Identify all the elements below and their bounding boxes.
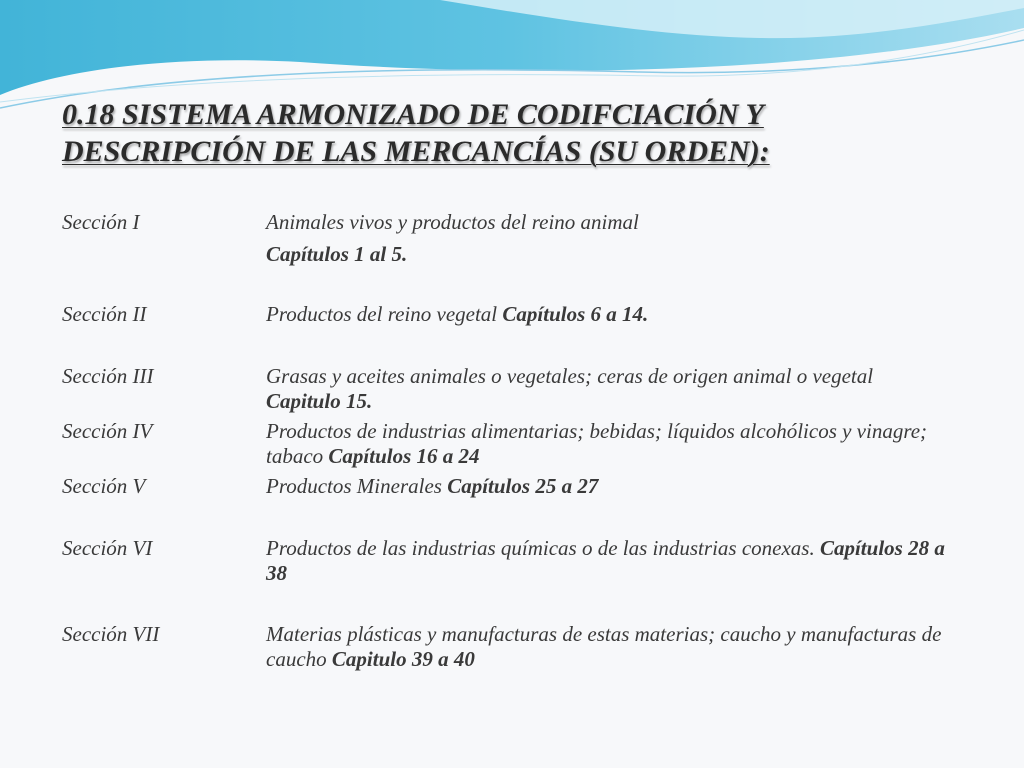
section-label: Sección V	[62, 474, 146, 498]
section-label: Sección I	[62, 210, 140, 234]
section-description: Productos de las industrias químicas o de las industrias conexas.	[266, 536, 820, 560]
section-label: Sección VI	[62, 536, 153, 560]
section-chapters: Capitulo 15.	[266, 389, 373, 413]
section-description: Grasas y aceites animales o vegetales; ceras de origen animal o vegetal	[266, 364, 874, 388]
section-description: Productos del reino vegetal	[266, 302, 503, 326]
section-description: Productos de industrias alimentarias; bebidas; líquidos alcohólicos y vinagre; tabaco	[266, 419, 928, 468]
section-description: Productos Minerales	[266, 474, 448, 498]
section-chapters: Capítulos 28 a 38	[266, 536, 945, 585]
slide-title	[62, 96, 962, 170]
section-label: Sección VII	[62, 622, 160, 646]
section-description: Materias plásticas y manufacturas de estas materias; caucho y manufacturas de caucho	[266, 622, 942, 671]
section-label: Sección II	[62, 302, 147, 326]
section-description: Animales vivos y productos del reino animal	[266, 210, 639, 234]
section-chapters: Capítulos 6 a 14.	[502, 302, 649, 326]
section-chapters: Capitulo 39 a 40	[331, 647, 475, 671]
title-line-1: 0.18 SISTEMA ARMONIZADO DE CODIFCIACIÓN Y	[62, 98, 764, 131]
section-chapters: Capítulos 1 al 5.	[266, 242, 408, 266]
section-label: Sección IV	[62, 419, 153, 443]
section-chapters: Capítulos 16 a 24	[328, 444, 480, 468]
title-line-2: DESCRIPCIÓN DE LAS MERCANCÍAS (SU ORDEN):	[62, 135, 770, 168]
section-label: Sección III	[62, 364, 154, 388]
section-chapters: Capítulos 25 a 27	[447, 474, 599, 498]
